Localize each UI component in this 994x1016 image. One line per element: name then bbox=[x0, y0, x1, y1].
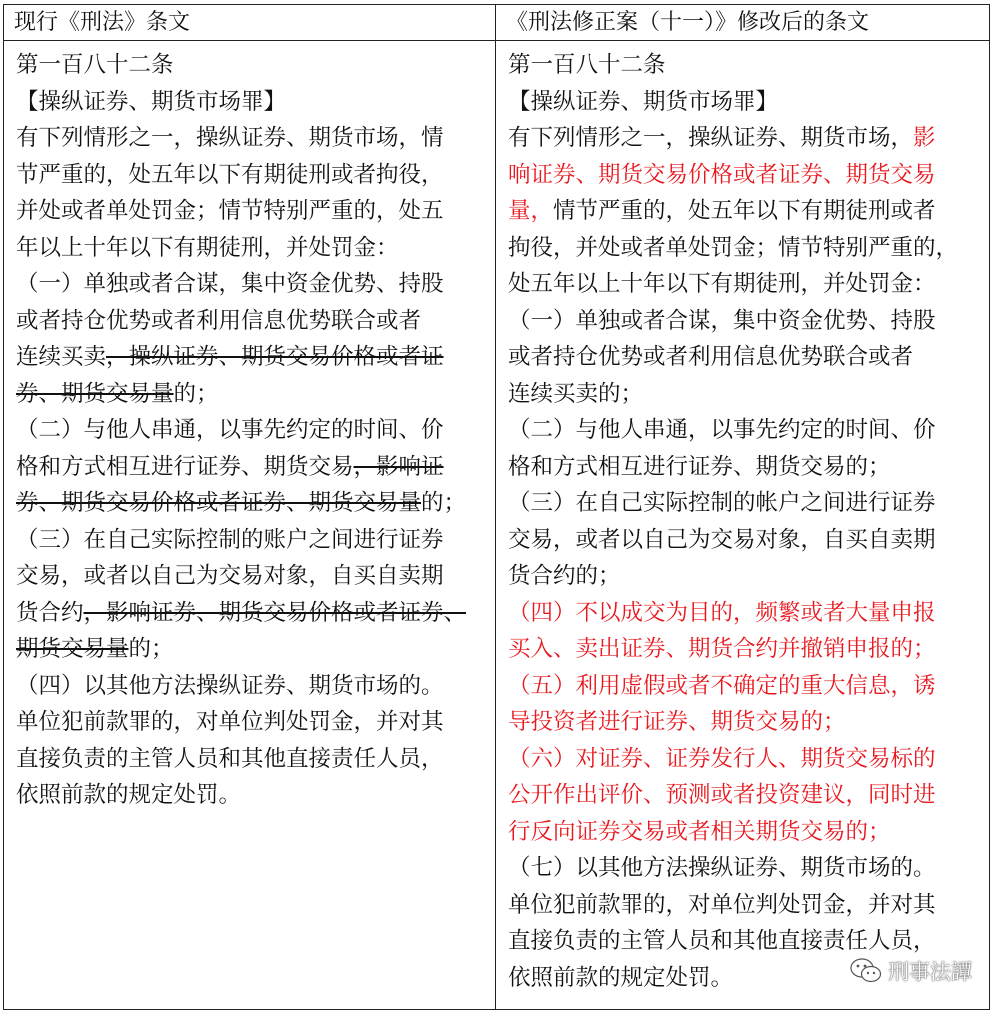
paragraph-2-line: 单位犯前款罪的，对单位判处罚金，并对其 bbox=[508, 891, 936, 918]
item-3-line: 货合约的； bbox=[508, 563, 621, 589]
text-fragment: 货合约 bbox=[16, 599, 84, 626]
watermark bbox=[850, 956, 972, 986]
paragraph-line: 节严重的，处五年以下有期徒刑或者拘役， bbox=[16, 161, 444, 188]
paragraph-line: 有下列情形之一，操纵证券、期货市场，情 bbox=[16, 125, 444, 151]
text-fragment: 格和方式相互进行证券、期货交易 bbox=[16, 453, 354, 480]
added-item-5-line: 导投资者进行证券、期货交易的； bbox=[508, 709, 846, 735]
added-item-6-line: 公开作出评价、预测或者投资建议，同时进 bbox=[508, 782, 936, 808]
paragraph-line: 并处或者单处罚金；情节特别严重的，处五 bbox=[16, 198, 444, 224]
text-fragment: 情节严重的，处五年以下有期徒刑或者 bbox=[553, 198, 936, 224]
deleted-text: 期货交易量 bbox=[16, 636, 129, 662]
current-law-cell bbox=[4, 41, 496, 1009]
item-3-line: （三）在自己实际控制的账户之间进行证券 bbox=[16, 526, 444, 553]
item-2-line bbox=[16, 449, 487, 486]
added-text: 响证券、期货交易价格或者证券、期货交易 bbox=[508, 161, 936, 188]
crime-name: 【操纵证券、期货市场罪】 bbox=[508, 88, 779, 115]
text-fragment: 的； bbox=[421, 490, 467, 516]
paragraph-2-line: 直接负责的主管人员和其他直接责任人员， bbox=[508, 928, 936, 954]
paragraph-2-line: 依照前款的规定处罚。 bbox=[508, 964, 734, 991]
item-2-line bbox=[16, 485, 487, 522]
added-item-5-line: （五）利用虚假或者不确定的重大信息，诱 bbox=[508, 672, 936, 699]
item-3-line: 交易，或者以自己为交易对象，自买自卖期 bbox=[16, 563, 444, 589]
item-2-line: （二）与他人串通，以事先约定的时间、价 bbox=[16, 417, 444, 443]
item-1-line: （一）单独或者合谋，集中资金优势、持股 bbox=[508, 307, 936, 334]
item-4-line: （四）以其他方法操纵证券、期货市场的。 bbox=[16, 672, 444, 699]
item-7-line: （七）以其他方法操纵证券、期货市场的。 bbox=[508, 855, 936, 881]
paragraph-line: 处五年以上十年以下有期徒刑，并处罚金： bbox=[508, 271, 936, 297]
text-fragment: 连续买卖 bbox=[16, 344, 107, 370]
added-item-4-line: 买入、卖出证券、期货合约并撤销申报的； bbox=[508, 636, 936, 662]
text-fragment: 有下列情形之一，操纵证券、期货市场， bbox=[508, 125, 914, 151]
comparison-table bbox=[3, 4, 990, 1010]
item-3-line bbox=[16, 631, 487, 668]
item-2-line: （二）与他人串通，以事先约定的时间、价 bbox=[508, 417, 936, 443]
item-3-line: （三）在自己实际控制的帐户之间进行证券 bbox=[508, 490, 936, 516]
paragraph-line bbox=[508, 120, 981, 157]
item-1-line: （一）单独或者合谋，集中资金优势、持股 bbox=[16, 271, 444, 297]
watermark-text: 刑事法譚 bbox=[888, 960, 972, 984]
deleted-text: 券、期货交易价格或者证券、期货交易量 bbox=[16, 490, 422, 516]
item-2-line: 格和方式相互进行证券、期货交易的； bbox=[508, 453, 891, 480]
added-item-6-line: 行反向证券交易或者相关期货交易的； bbox=[508, 818, 891, 845]
header-current-law: 现行《刑法》条文 bbox=[4, 5, 496, 41]
deleted-text: ，影响证券、期货交易价格或者证券、 bbox=[83, 599, 467, 626]
text-fragment: 的； bbox=[173, 380, 219, 407]
paragraph-2-line: 直接负责的主管人员和其他直接责任人员， bbox=[16, 745, 444, 772]
article-title: 第一百八十二条 bbox=[16, 52, 174, 78]
item-1-line: 或者持仓优势或者利用信息优势联合或者 bbox=[16, 307, 422, 334]
wechat-icon bbox=[850, 958, 882, 984]
item-3-line bbox=[16, 595, 487, 632]
paragraph-2-line: 单位犯前款罪的，对单位判处罚金，并对其 bbox=[16, 709, 444, 735]
paragraph-line: 拘役，并处或者单处罚金；情节特别严重的， bbox=[508, 234, 959, 261]
deleted-text: 券、期货交易量 bbox=[16, 380, 174, 407]
added-item-4-line: （四）不以成交为目的，频繁或者大量申报 bbox=[508, 599, 936, 626]
item-1-line bbox=[16, 376, 487, 413]
item-1-line: 连续买卖的； bbox=[508, 380, 644, 407]
paragraph-2-line: 依照前款的规定处罚。 bbox=[16, 782, 242, 808]
added-text: 量， bbox=[508, 198, 554, 224]
item-1-line: 或者持仓优势或者利用信息优势联合或者 bbox=[508, 344, 914, 370]
deleted-text: ，操纵证券、期货交易价格或者证 bbox=[106, 344, 444, 370]
crime-name: 【操纵证券、期货市场罪】 bbox=[16, 88, 287, 115]
paragraph-line: 年以上十年以下有期徒刑，并处罚金： bbox=[16, 234, 399, 261]
article-title: 第一百八十二条 bbox=[508, 52, 666, 78]
paragraph-line bbox=[508, 193, 981, 230]
amended-law-cell bbox=[496, 41, 989, 1009]
item-1-line bbox=[16, 339, 487, 376]
item-3-line: 交易，或者以自己为交易对象，自买自卖期 bbox=[508, 526, 936, 553]
text-fragment: 的； bbox=[128, 636, 174, 662]
added-text: 影 bbox=[913, 125, 936, 151]
header-amended-law: 《刑法修正案（十一）》修改后的条文 bbox=[496, 5, 989, 41]
added-item-6-line: （六）对证券、证券发行人、期货交易标的 bbox=[508, 745, 936, 772]
deleted-text: ，影响证 bbox=[353, 453, 444, 480]
